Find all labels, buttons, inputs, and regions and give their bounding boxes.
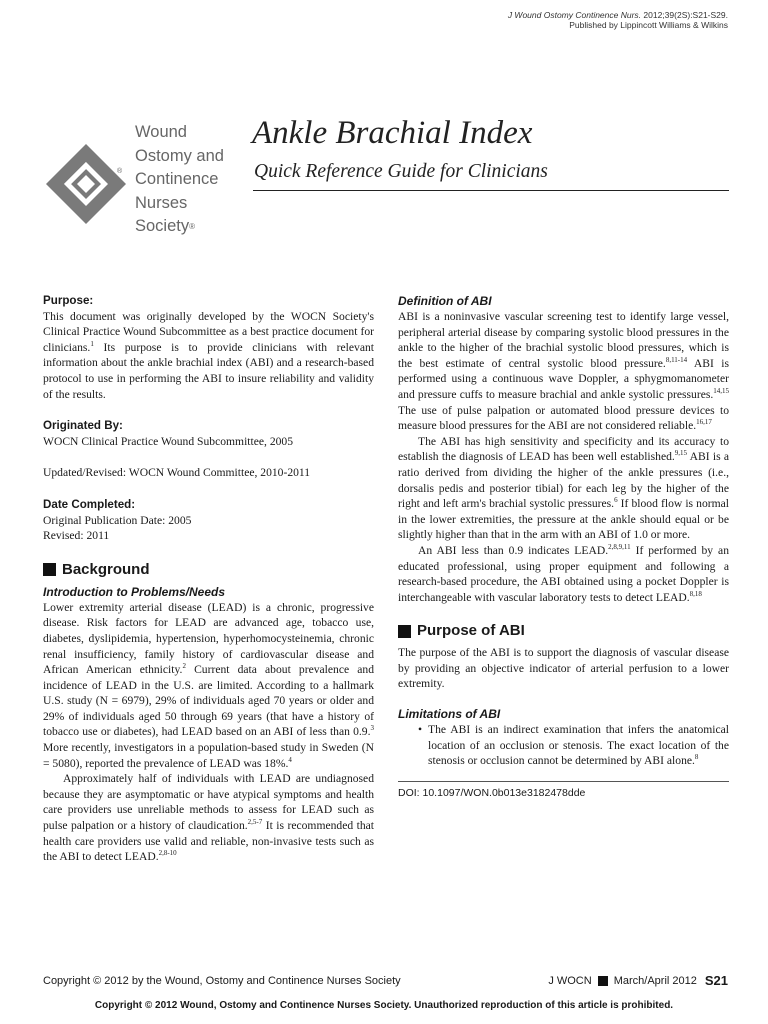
bullet-icon: • — [417, 723, 422, 737]
date-completed-label: Date Completed: — [43, 497, 136, 511]
background-paragraph: Approximately half of individuals with LEAD are undiagnosed because they are asymptomatic or have atypical symptoms and health care providers use unreliable methods to assess for LEAD such as pulse palpation or a history of claudication.$^{2,5-7}$ It is recommended that health care providers use valid and reliable, non-invasive tests such as the ABI to detect LEAD.$^{2,8-10}$ — [43, 772, 374, 864]
original-date: Original Publication Date: 2005 — [43, 513, 192, 527]
doi-divider — [398, 781, 729, 782]
journal-name: J Wound Ostomy Continence Nurs. — [507, 10, 642, 20]
copyright-notice: Copyright © 2012 Wound, Ostomy and Continence Nurses Society. Unauthorized reproduction of this article is prohibited. — [94, 1000, 674, 1011]
society-name-line: Ostomy and — [135, 146, 224, 165]
publisher: Published by Lippincott Williams & Wilkins — [569, 20, 728, 30]
definition-heading: Definition of ABI — [398, 294, 492, 308]
right-column — [398, 293, 729, 800]
society-name-line: Continence — [135, 170, 219, 188]
section-marker-icon — [398, 625, 411, 638]
limitations-heading: Limitations of ABI — [398, 707, 501, 722]
page-subtitle: Quick Reference Guide for Clinicians — [254, 161, 548, 182]
society-name-line: Nurses — [135, 193, 188, 212]
background-paragraph: Lower extremity arterial disease (LEAD) is a chronic, progressive disease. Risk factors for LEAD are advanced age, tobacco use, diabetes, dyslipidemia, hypertension, hyperhomocysteinemia, chronic renal insufficiency, family history of cardiovascular disease and African American ethnicity.$^2$ Current data about prevalence and incidence of LEAD in the U.S. are limited. According to a hallmark U.S. study (N = 6979), 29% of individuals aged 70 years or older and 29% of individuals aged 50 through 69 years (that have a history of tobacco use or diabetes), had LEAD based on an ABI of less than 0.9.$^3$ More recently, investigators in a population-based study in Sweden (N = 5080), reported the prevalence of LEAD was 18%.$^4$ — [43, 600, 374, 770]
purpose-of-abi-text: The purpose of the ABI is to support the diagnosis of vascular disease by providing an objective indicator of arterial perfusion to a lower extremity. — [398, 646, 729, 691]
intro-heading: Introduction to Problems/Needs — [43, 584, 226, 599]
page-title: Ankle Brachial Index — [252, 115, 533, 151]
footer-marker-icon — [598, 976, 608, 986]
left-column — [43, 293, 374, 865]
updated-text: Updated/Revised: WOCN Wound Committee, 2010-2011 — [43, 466, 311, 480]
revised-date: Revised: 2011 — [43, 529, 110, 543]
journal-citation — [508, 10, 728, 30]
originated-label: Originated By: — [43, 419, 123, 433]
background-heading: Background — [43, 560, 374, 580]
society-name-line: Society — [135, 217, 190, 235]
page-number: S21 — [704, 973, 728, 988]
footer-journal-info — [548, 973, 728, 988]
footer-journal: J WOCN — [548, 974, 592, 987]
society-name — [135, 121, 224, 239]
footer-copyright: Copyright © 2012 by the Wound, Ostomy and Continence Nurses Society — [43, 975, 401, 987]
registered-mark: ® — [189, 222, 196, 231]
purpose-label: Purpose: — [43, 294, 94, 307]
registered-mark: ® — [117, 168, 123, 175]
doi: DOI: 10.1097/WON.0b013e3182478dde — [398, 786, 586, 799]
definition-paragraph: ABI is a noninvasive vascular screening test to identify large vessel, peripheral arterial disease by comparing systolic blood pressures in the ankle to the higher of the brachial systolic blood pressures, which is the best estimate of central systolic blood pressure.$^{8,11-14}$ ABI is performed using a continuous wave Doppler, a sphygmomanometer and pressure cuffs to measure brachial and ankle systolic pressures.$^{14,15}$ The use of pulse palpation or automated blood pressure devices to measure blood pressures for the ABI are not considered reliable.$^{16,17}$ — [398, 310, 729, 433]
section-marker-icon — [43, 563, 56, 576]
definition-paragraph: The ABI has high sensitivity and specificity and its accuracy to establish the diagnosis of LEAD has been well established.$^{9,15}$ ABI is a ratio derived from dividing the higher of the ankle pressures (i.e., dorsalis pedis and posterior tibial) for each leg by the higher of the right and left arm's brachial systolic pressures.$^6$ If blood flow is normal in the lower extremities, the pressure at the ankle should equal or be slightly higher than that in the arm with an ABI of 1.0 or more. — [398, 434, 729, 542]
definition-paragraph: An ABI less than 0.9 indicates LEAD.$^{2,8,9,11}$ If performed by an educated professional, using proper equipment and following a research-based procedure, the ABI obtained using a pocket Doppler is interchangeable with vascular laboratory tests to detect LEAD.$^{8,18}$ — [398, 543, 730, 604]
title-divider — [253, 190, 729, 191]
wocn-logo-icon — [44, 142, 128, 226]
originated-text: WOCN Clinical Practice Wound Subcommittee, 2005 — [43, 434, 294, 448]
purpose-of-abi-heading: Purpose of ABI — [398, 621, 729, 641]
list-item: • The ABI is an indirect examination that infers the anatomical location of an occlusion or stenosis. The exact location of the stenosis or occlusion cannot be determined by ABI alone.$^8$ — [398, 722, 729, 769]
purpose-text: This document was originally developed by the WOCN Society's Clinical Practice Wound Subcommittee as a best practice document for clinicians.$^1$ Its purpose is to provide clinicians with relevant information about the ankle brachial index (ABI) and a research-based protocol to use in performing the ABI to insure reliability and validity of the results. — [43, 309, 374, 401]
society-name-line: Wound — [135, 123, 187, 141]
footer-issue: March/April 2012 — [613, 974, 697, 987]
citation-details: 2012;39(2S):S21-S29. — [641, 10, 728, 20]
